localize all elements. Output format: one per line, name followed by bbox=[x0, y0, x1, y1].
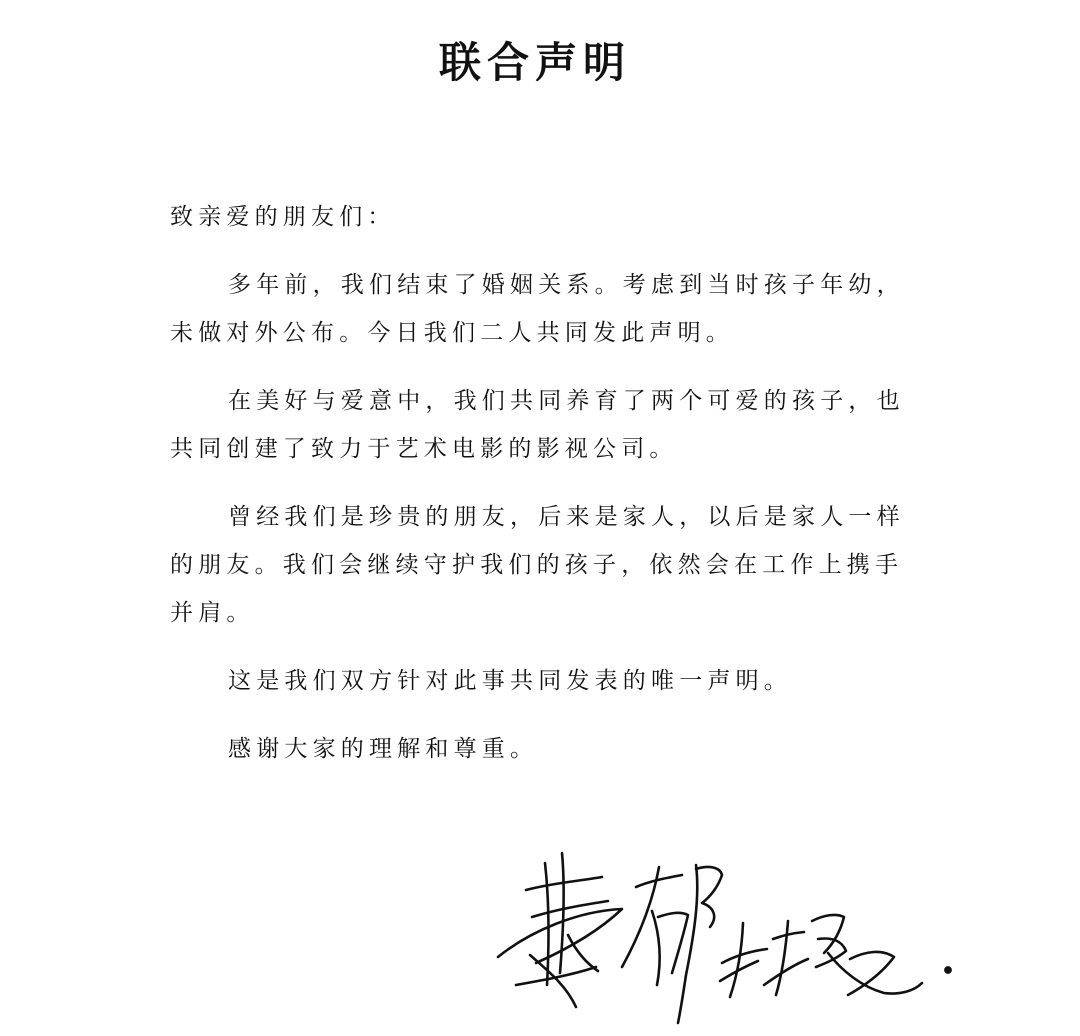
paragraph-1: 多年前，我们结束了婚姻关系。考虑到当时孩子年幼，未做对外公布。今日我们二人共同发此声明。 bbox=[170, 272, 905, 346]
paragraph-4: 这是我们双方针对此事共同发表的唯一声明。 bbox=[228, 668, 792, 694]
handwritten-signature bbox=[490, 835, 960, 1025]
salutation: 致亲爱的朋友们： bbox=[170, 204, 396, 230]
paragraph-5: 感谢大家的理解和尊重。 bbox=[228, 736, 539, 762]
paragraph-2: 在美好与爱意中，我们共同养育了两个可爱的孩子，也共同创建了致力于艺术电影的影视公司。 bbox=[170, 388, 905, 462]
page-title: 联合声明 bbox=[438, 38, 631, 87]
statement-body bbox=[170, 193, 910, 793]
paragraph-3: 曾经我们是珍贵的朋友，后来是家人，以后是家人一样的朋友。我们会继续守护我们的孩子，依然会在工作上携手并肩。 bbox=[170, 504, 905, 626]
